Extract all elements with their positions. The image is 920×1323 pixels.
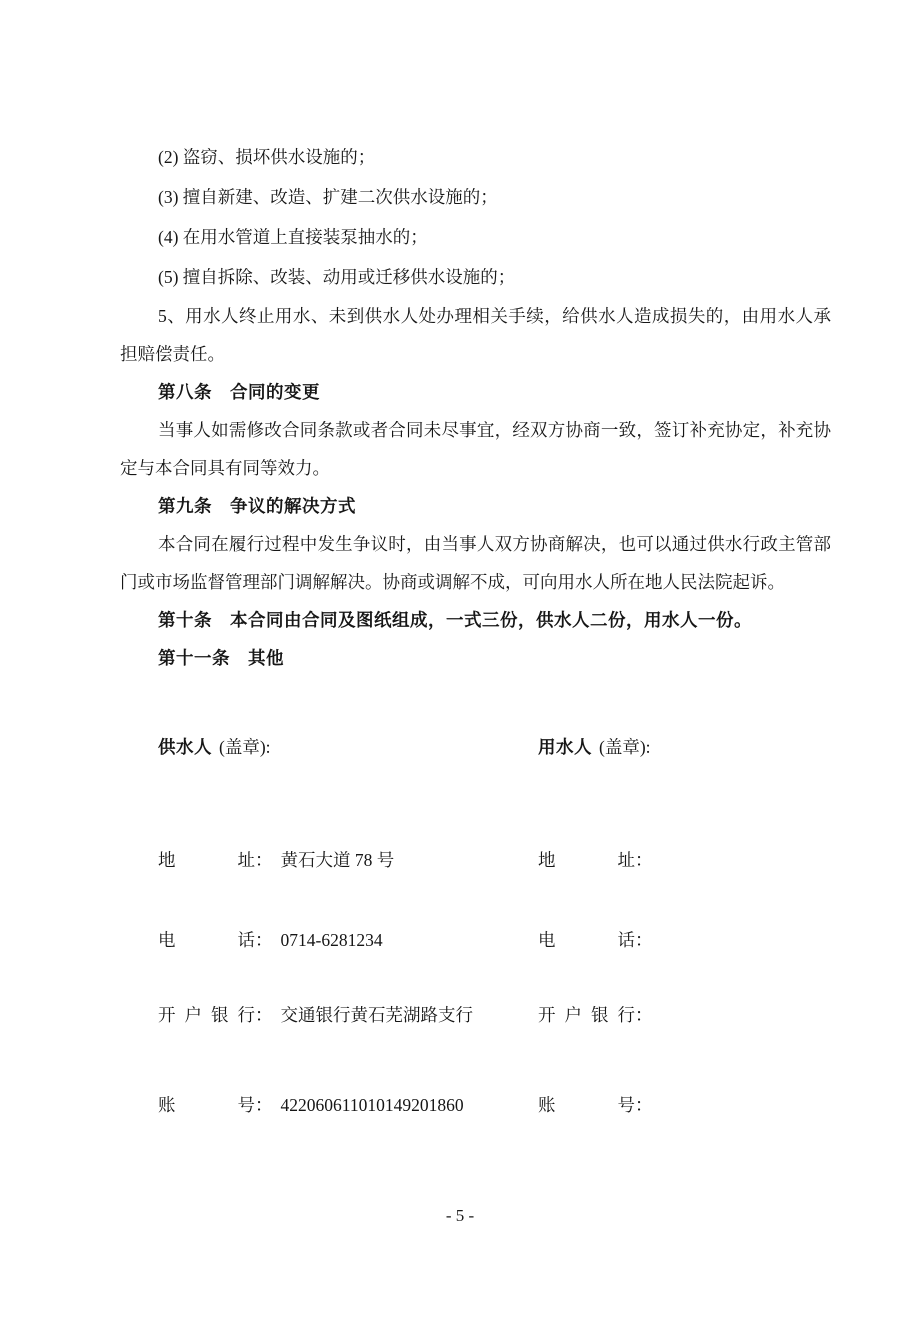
user-phone-label: 电话 (538, 930, 635, 950)
supplier-seal-note: (盖章): (219, 737, 271, 757)
signature-title-row (120, 728, 831, 766)
supplier-account-colon: ： (255, 1095, 273, 1115)
user-bank-colon: ： (635, 1005, 653, 1025)
clause-list-item-3: (3) 擅自新建、改造、扩建二次供水设施的； (158, 187, 498, 207)
user-signature-title (538, 728, 831, 766)
user-account-colon: ： (635, 1095, 653, 1115)
document-content (120, 137, 831, 1124)
bank-field-row (120, 996, 831, 1034)
supplier-phone-colon: ： (255, 930, 273, 950)
page-number: - 5 - (445, 1206, 475, 1225)
supplier-bank-colon: ： (255, 1005, 273, 1025)
user-account-field (538, 1086, 831, 1124)
user-phone-field (538, 921, 831, 959)
supplier-phone-field (158, 921, 538, 959)
user-seal-note: (盖章): (599, 737, 651, 757)
supplier-address-field (158, 841, 538, 879)
supplier-account-label: 账号 (158, 1095, 255, 1115)
account-field-row (120, 1086, 831, 1124)
article-8-paragraph: 当事人如需修改合同条款或者合同未尽事宜，经双方协商一致，签订补充协定，补充协定与本合同具有同等效力。 (120, 420, 831, 478)
supplier-bank-field (158, 996, 538, 1034)
user-address-field (538, 841, 831, 879)
article-9-paragraph: 本合同在履行过程中发生争议时，由当事人双方协商解决，也可以通过供水行政主管部门或市场监督管理部门调解解决。协商或调解不成，可向用水人所在地人民法院起诉。 (120, 534, 831, 592)
user-phone-colon: ： (635, 930, 653, 950)
supplier-phone-value: 0714-6281234 (280, 930, 383, 950)
article-11-heading: 第十一条 其他 (158, 648, 284, 668)
clause-list-item-5: (5) 擅自拆除、改装、动用或迁移供水设施的； (158, 267, 516, 287)
supplier-signature-title (158, 728, 538, 766)
supplier-address-label: 地址 (158, 850, 255, 870)
user-address-label: 地址 (538, 850, 635, 870)
phone-field-row (120, 921, 831, 959)
supplier-phone-label: 电话 (158, 930, 255, 950)
user-bank-label: 开户银行 (538, 1005, 635, 1025)
user-address-colon: ： (635, 850, 653, 870)
article-9-heading: 第九条 争议的解决方式 (158, 496, 356, 516)
article-10-heading: 第十条 本合同由合同及图纸组成，一式三份，供水人二份，用水人一份。 (158, 610, 752, 630)
clause-paragraph-5: 5、用水人终止用水、未到供水人处办理相关手续，给供水人造成损失的，由用水人承担赔偿责任。 (120, 306, 831, 364)
supplier-title: 供水人 (158, 737, 212, 757)
clause-list-item-2: (2) 盗窃、损坏供水设施的； (158, 147, 376, 167)
article-8-heading: 第八条 合同的变更 (158, 382, 320, 402)
supplier-bank-label: 开户银行 (158, 1005, 255, 1025)
address-field-row (120, 841, 831, 879)
supplier-address-value: 黄石大道 78 号 (280, 850, 395, 870)
clause-list-item-4: (4) 在用水管道上直接装泵抽水的； (158, 227, 428, 247)
user-account-label: 账号 (538, 1095, 635, 1115)
supplier-bank-value: 交通银行黄石芜湖路支行 (280, 1005, 473, 1025)
user-bank-field (538, 996, 831, 1034)
user-title: 用水人 (538, 737, 592, 757)
supplier-account-value: 422060611010149201860 (280, 1095, 464, 1115)
supplier-address-colon: ： (255, 850, 273, 870)
supplier-account-field (158, 1086, 538, 1124)
